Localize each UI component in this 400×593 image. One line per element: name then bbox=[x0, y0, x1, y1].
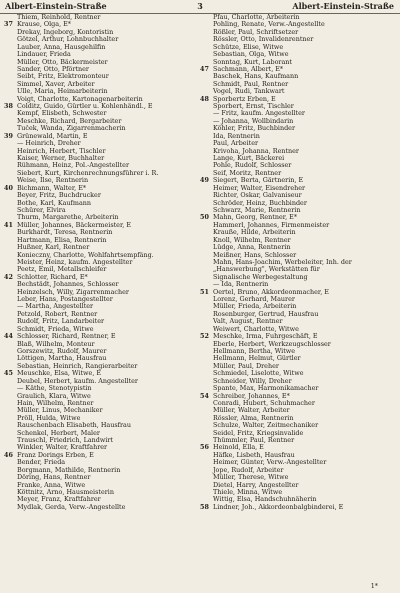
resident-entry bbox=[4, 504, 190, 511]
resident-text: — Fritz, kaufm. Angestellter bbox=[213, 110, 305, 118]
resident-text: Lindauer, Frieda bbox=[17, 51, 71, 59]
resident-entry bbox=[4, 214, 190, 221]
resident-entry bbox=[200, 237, 399, 244]
resident-entry bbox=[200, 370, 399, 377]
resident-text: Beyer, Fritz, Buchdrucker bbox=[17, 192, 101, 200]
resident-entry bbox=[4, 51, 190, 58]
resident-text: Hellmann, Helmut, Gürtler bbox=[213, 355, 301, 363]
resident-entry bbox=[4, 415, 190, 422]
house-number: 56 bbox=[200, 444, 209, 452]
resident-text: Siebert, Kurt, Kirchenrechnungsführer i. R. bbox=[17, 169, 159, 177]
resident-text: Hellmann, Bertha, Witwe bbox=[213, 347, 296, 355]
resident-text: Sonntag, Kurt, Laborant bbox=[213, 58, 292, 66]
resident-text: Müller, Johannes, Bäckermeister, E bbox=[17, 221, 132, 229]
resident-entry bbox=[200, 274, 399, 281]
house-number: 46 bbox=[4, 451, 13, 459]
house-number: 54 bbox=[200, 392, 209, 400]
resident-text: Peetz, Emil, Metallschleifer bbox=[17, 266, 107, 274]
resident-text: Ida, Rentnerin bbox=[213, 132, 260, 140]
resident-text: — Ida, Rentnerin bbox=[213, 281, 269, 289]
resident-entry bbox=[4, 496, 190, 503]
resident-text: Meuschke, Elsa, Witwe, E bbox=[17, 370, 102, 378]
resident-entry bbox=[4, 274, 190, 281]
house-number: 38 bbox=[4, 103, 13, 111]
resident-entry bbox=[200, 140, 399, 147]
resident-text: Thurm, Margarethe, Arbeiterin bbox=[17, 214, 119, 222]
house-number: 42 bbox=[4, 273, 13, 281]
resident-entry bbox=[200, 400, 399, 407]
resident-text: Müller, Linus, Mechaniker bbox=[17, 407, 103, 415]
resident-text: Valt, August, Rentner bbox=[213, 318, 283, 326]
resident-text: Bechstädt, Johannes, Schlosser bbox=[17, 281, 119, 289]
house-number: 51 bbox=[200, 288, 209, 296]
resident-text: Thiele, Minna, Witwe bbox=[213, 489, 283, 496]
resident-entry bbox=[200, 222, 399, 229]
resident-entry bbox=[200, 363, 399, 370]
resident-entry bbox=[4, 482, 190, 489]
resident-entry bbox=[4, 185, 190, 192]
resident-entry bbox=[200, 318, 399, 325]
resident-text: Sebastian, Heinrich, Rangierarbeiter bbox=[17, 362, 138, 370]
resident-text: Rößler, Paul, Schriftsetzer bbox=[213, 28, 299, 36]
resident-text: Gorszewitz, Rudolf, Maurer bbox=[17, 347, 107, 355]
resident-text: Vogel, Rudi, Tankwart bbox=[213, 88, 285, 96]
resident-entry bbox=[4, 14, 190, 21]
resident-text: Hain, Wilhelm, Rentner bbox=[17, 399, 94, 407]
resident-text: Sachmann, Albert, E* bbox=[213, 65, 284, 73]
resident-text: Heimer, Walter, Eisendreher bbox=[213, 184, 306, 192]
resident-entry bbox=[200, 59, 399, 66]
resident-text: Kaiser, Werner, Buchhalter bbox=[17, 155, 105, 163]
resident-text: Jope, Rudolf, Arbeiter bbox=[213, 466, 284, 474]
resident-entry bbox=[4, 393, 190, 400]
resident-entry bbox=[200, 73, 399, 80]
resident-text: Rosenburger, Gertrud, Hausfrau bbox=[213, 310, 319, 318]
resident-entry bbox=[4, 133, 190, 140]
resident-text: Knoll, Wilhelm, Rentner bbox=[213, 236, 291, 244]
resident-entry bbox=[200, 229, 399, 236]
resident-text: Franke, Anna, Witwe bbox=[17, 481, 86, 489]
resident-text: Lorenz, Gerhard, Maurer bbox=[213, 296, 295, 304]
resident-entry bbox=[200, 385, 399, 392]
resident-entry bbox=[4, 229, 190, 236]
resident-text: Weiwert, Charlotte, Witwe bbox=[213, 325, 299, 333]
house-number: 49 bbox=[200, 177, 209, 185]
header-street-left: Albert-Einstein-Straße bbox=[5, 1, 107, 11]
resident-entry bbox=[4, 400, 190, 407]
resident-text: Petzold, Robert, Rentner bbox=[17, 310, 98, 318]
resident-entry bbox=[200, 444, 399, 451]
resident-entry bbox=[4, 252, 190, 259]
resident-entry bbox=[4, 44, 190, 51]
resident-entry bbox=[200, 214, 399, 221]
resident-entry bbox=[4, 207, 190, 214]
resident-entry bbox=[4, 170, 190, 177]
resident-entry bbox=[200, 36, 399, 43]
resident-entry bbox=[200, 192, 399, 199]
house-number: 41 bbox=[4, 221, 13, 229]
resident-text: Heinrich, Herbert, Tischler bbox=[17, 147, 106, 155]
resident-entry bbox=[200, 422, 399, 429]
resident-entry bbox=[4, 244, 190, 251]
resident-entry bbox=[4, 192, 190, 199]
resident-text: Heimer, Günter, Verw.-Angestellter bbox=[213, 459, 327, 467]
resident-entry bbox=[4, 303, 190, 310]
house-number: 52 bbox=[200, 333, 209, 341]
resident-text: Müller, Paul, Dreher bbox=[213, 362, 279, 370]
resident-text: Tuček, Wanda, Zigarrenmacherin bbox=[17, 125, 126, 133]
resident-entry bbox=[4, 326, 190, 333]
resident-text: Siegert, Berta, Gärtnerin, E bbox=[213, 177, 304, 185]
resident-entry bbox=[200, 21, 399, 28]
resident-text: Borgmann, Mathilde, Rentnerin bbox=[17, 466, 121, 474]
resident-entry bbox=[4, 437, 190, 444]
resident-text: Paul, Arbeiter bbox=[213, 140, 259, 148]
resident-entry bbox=[200, 311, 399, 318]
resident-text: Meschke, Richard, Bergarbeiter bbox=[17, 117, 122, 125]
resident-entry bbox=[200, 296, 399, 303]
resident-text: Müller, Frieda, Arbeiterin bbox=[213, 303, 297, 311]
resident-entry bbox=[200, 303, 399, 310]
house-number: 47 bbox=[200, 65, 209, 73]
header-street-right: Albert-Einstein-Straße bbox=[292, 1, 394, 11]
resident-entry bbox=[4, 73, 190, 80]
resident-entry bbox=[200, 29, 399, 36]
resident-entry bbox=[200, 482, 399, 489]
resident-text: — Heinrich, Dreher bbox=[17, 140, 81, 148]
resident-text: Seibt, Fritz, Elektromonteur bbox=[17, 73, 109, 81]
resident-entry bbox=[4, 407, 190, 414]
resident-text: Seif, Moritz, Rentner bbox=[213, 169, 282, 177]
resident-text: Löttigen, Martha, Hausfrau bbox=[17, 355, 107, 363]
resident-text: Colditz, Guido, Gürtler u. Kohlenhändl., E bbox=[17, 103, 153, 111]
resident-entry bbox=[4, 96, 190, 103]
resident-text: Pohle, Rudolf, Schlosser bbox=[213, 162, 292, 170]
resident-text: Müller, Walter, Arbeiter bbox=[213, 407, 290, 415]
resident-entry bbox=[4, 66, 190, 73]
resident-text: Meister, Heinz, kaufm. Angestellter bbox=[17, 258, 133, 266]
page-number: 3 bbox=[197, 1, 203, 11]
resident-text: Schneider, Willy, Dreher bbox=[213, 377, 292, 385]
left-column bbox=[4, 14, 190, 511]
resident-entry bbox=[200, 415, 399, 422]
resident-text: Simmel, Xaver, Arbeiter bbox=[17, 80, 95, 88]
resident-text: Voigt, Charlotte, Kartonagenarbeiterin bbox=[17, 95, 143, 103]
resident-text: Leber, Hans, Postangestellter bbox=[17, 296, 113, 304]
resident-text: Krause, Olga, E* bbox=[17, 21, 71, 29]
resident-text: Kempf, Elisbeth, Schwester bbox=[17, 110, 107, 118]
resident-entry bbox=[200, 341, 399, 348]
resident-entry bbox=[4, 88, 190, 95]
house-number: 45 bbox=[4, 370, 13, 378]
resident-text: Hartmann, Elisa, Rentnerin bbox=[17, 236, 107, 244]
resident-text: Meißner, Hans, Schlosser bbox=[213, 251, 297, 259]
house-number: 37 bbox=[4, 21, 13, 29]
resident-entry bbox=[200, 266, 399, 273]
resident-text: — Käthe, Stenotypistin bbox=[17, 385, 92, 393]
resident-entry bbox=[4, 318, 190, 325]
resident-entry bbox=[200, 252, 399, 259]
resident-entry bbox=[4, 237, 190, 244]
resident-text: Schmiedel, Liselotte, Witwe bbox=[213, 370, 304, 378]
house-number: 39 bbox=[4, 132, 13, 140]
resident-entry bbox=[200, 155, 399, 162]
resident-text: Schmidt, Paul, Rentner bbox=[213, 80, 289, 88]
resident-text: Richter, Oskar, Galvaniseur bbox=[213, 192, 302, 200]
resident-text: Konieczny, Charlotte, Wohlfahrtsempfäng. bbox=[17, 251, 154, 259]
resident-text: Meyer, Franz, Kraftfahrer bbox=[17, 496, 101, 504]
resident-text: Lindner, Joh., Akkordeonbalgbinderei, E bbox=[213, 503, 344, 511]
resident-text: Thümmler, Paul, Rentner bbox=[213, 437, 295, 445]
resident-text: Schlosser, Richard, Rentner, E bbox=[17, 333, 116, 341]
resident-entry bbox=[200, 200, 399, 207]
resident-entry bbox=[200, 355, 399, 362]
house-number: 40 bbox=[4, 184, 13, 192]
resident-entry bbox=[200, 244, 399, 251]
resident-text: Lüdge, Anna, Rentnerin bbox=[213, 244, 291, 252]
resident-entry bbox=[200, 452, 399, 459]
resident-entry bbox=[4, 489, 190, 496]
resident-entry bbox=[200, 348, 399, 355]
right-column bbox=[200, 14, 399, 511]
resident-text: Eberle, Herbert, Werkzeugschlosser bbox=[213, 340, 331, 348]
resident-entry bbox=[200, 207, 399, 214]
resident-text: Grünewald, Martin, E bbox=[17, 132, 88, 140]
resident-entry bbox=[4, 422, 190, 429]
resident-text: Baschek, Hans, Kaufmann bbox=[213, 73, 299, 81]
house-number: 44 bbox=[4, 333, 13, 341]
resident-entry bbox=[200, 44, 399, 51]
resident-text: Burkhardt, Teresa, Rentnerin bbox=[17, 229, 113, 237]
resident-text: Winkler, Walter, Kraftfahrer bbox=[17, 444, 108, 452]
resident-entry bbox=[4, 363, 190, 370]
resident-entry bbox=[200, 162, 399, 169]
resident-entry bbox=[200, 88, 399, 95]
resident-entry bbox=[200, 118, 399, 125]
resident-entry bbox=[4, 341, 190, 348]
resident-text: Köhler, Fritz, Buchbinder bbox=[213, 125, 296, 133]
resident-text: Hußner, Karl, Rentner bbox=[17, 244, 90, 252]
resident-text: Mahn, Georg, Rentner, E* bbox=[213, 214, 298, 222]
resident-entry bbox=[200, 96, 399, 103]
resident-entry bbox=[200, 504, 399, 511]
resident-text: Schmidt, Frieda, Witwe bbox=[17, 325, 94, 333]
resident-entry bbox=[4, 177, 190, 184]
resident-text: Rössler, Otto, Invalidenrentner bbox=[213, 36, 314, 44]
house-number: 50 bbox=[200, 214, 209, 222]
resident-text: Schröder, Heinz, Buchbinder bbox=[213, 199, 307, 207]
resident-text: Krivoha, Johanna, Rentner bbox=[213, 147, 299, 155]
resident-text: Schenkel, Herbert, Maler bbox=[17, 429, 100, 437]
resident-text: „Hanswerbung", Werkstätten für bbox=[213, 266, 320, 274]
resident-entry bbox=[4, 452, 190, 459]
resident-text: Spante, Max, Harmonikamacher bbox=[213, 385, 319, 393]
resident-text: Bothe, Karl, Kaufmann bbox=[17, 199, 91, 207]
resident-text: Schulze, Walter, Zeitmechaniker bbox=[213, 422, 319, 430]
resident-text: Wittig, Elsa, Handschuhnäherin bbox=[213, 496, 317, 504]
resident-text: Conradi, Hubert, Schuhmacher bbox=[213, 399, 315, 407]
resident-entry bbox=[200, 326, 399, 333]
resident-text: — Johanna, Wollbindarin bbox=[213, 117, 294, 125]
resident-entry bbox=[200, 133, 399, 140]
resident-entry bbox=[4, 266, 190, 273]
resident-entry bbox=[4, 200, 190, 207]
resident-text: — Martha, Angestellter bbox=[17, 303, 94, 311]
resident-entry bbox=[200, 110, 399, 117]
resident-text: Ulle, Maria, Heimarbeiterin bbox=[17, 88, 108, 96]
resident-entry bbox=[4, 155, 190, 162]
resident-entry bbox=[200, 259, 399, 266]
resident-text: Rauschenbach Elisabeth, Hausfrau bbox=[17, 422, 131, 430]
resident-entry bbox=[200, 474, 399, 481]
resident-entry bbox=[200, 459, 399, 466]
resident-entry bbox=[4, 103, 190, 110]
resident-text: Lauber, Anna, Hausgehilfin bbox=[17, 43, 106, 51]
resident-text: Sander, Otto, Pförtner bbox=[17, 65, 89, 73]
resident-entry bbox=[200, 66, 399, 73]
resident-entry bbox=[200, 103, 399, 110]
resident-entry bbox=[200, 81, 399, 88]
resident-entry bbox=[4, 110, 190, 117]
resident-text: Sporbertz Erben, E bbox=[213, 95, 276, 103]
resident-text: Dietel, Harry, Angestellter bbox=[213, 481, 299, 489]
resident-text: Lange, Kurt, Bäckerei bbox=[213, 155, 285, 163]
resident-entry bbox=[200, 333, 399, 340]
house-number: 58 bbox=[200, 503, 209, 511]
resident-entry bbox=[4, 355, 190, 362]
resident-text: Blaß, Wilhelm, Monteur bbox=[17, 340, 95, 348]
resident-text: Weise, Ilse, Rentnerin bbox=[17, 177, 89, 185]
resident-entry bbox=[200, 289, 399, 296]
resident-entry bbox=[4, 474, 190, 481]
resident-entry bbox=[4, 444, 190, 451]
resident-text: Trauschl, Friedrich, Landwirt bbox=[17, 437, 113, 445]
resident-entry bbox=[200, 407, 399, 414]
resident-entry bbox=[4, 296, 190, 303]
resident-entry bbox=[4, 430, 190, 437]
resident-entry bbox=[4, 222, 190, 229]
resident-text: Franz Dorings Erben, E bbox=[17, 451, 94, 459]
resident-text: Thiem, Reinhold, Rentner bbox=[17, 14, 101, 21]
house-number: 48 bbox=[200, 95, 209, 103]
resident-entry bbox=[200, 378, 399, 385]
resident-entry bbox=[200, 125, 399, 132]
resident-entry bbox=[200, 177, 399, 184]
resident-entry bbox=[4, 29, 190, 36]
resident-text: Mydlak, Gerda, Verw.-Angestellte bbox=[17, 503, 126, 511]
resident-text: Pohling, Renate, Verw.-Angestellte bbox=[213, 21, 325, 29]
resident-entry bbox=[4, 370, 190, 377]
resident-text: Rössler, Alma, Rentnerin bbox=[213, 414, 294, 422]
resident-entry bbox=[4, 118, 190, 125]
resident-entry bbox=[200, 170, 399, 177]
resident-entry bbox=[4, 385, 190, 392]
resident-entry bbox=[200, 185, 399, 192]
resident-text: Schreiber, Johannes, E* bbox=[213, 392, 290, 400]
resident-text: Bender, Frieda bbox=[17, 459, 66, 467]
resident-entry bbox=[4, 21, 190, 28]
resident-entry bbox=[4, 148, 190, 155]
resident-text: Meschke, Irma, Fuhrgeschäft, E bbox=[213, 333, 318, 341]
resident-entry bbox=[200, 489, 399, 496]
resident-text: Heinold, Ella, E bbox=[213, 444, 264, 452]
resident-text: Müller, Otto, Bäckermeister bbox=[17, 58, 108, 66]
resident-entry bbox=[200, 437, 399, 444]
resident-text: Götzel, Arthur, Lohnbuchhalter bbox=[17, 36, 119, 44]
resident-entry bbox=[200, 496, 399, 503]
resident-entry bbox=[4, 378, 190, 385]
resident-entry bbox=[200, 281, 399, 288]
resident-text: Heinzelsch, Willy, Zigarrenmacher bbox=[17, 288, 129, 296]
resident-entry bbox=[4, 162, 190, 169]
resident-text: Pröll, Hulda, Witwe bbox=[17, 414, 81, 422]
resident-entry bbox=[4, 125, 190, 132]
resident-entry bbox=[200, 148, 399, 155]
resident-text: Döring, Hans, Rentner bbox=[17, 474, 91, 482]
resident-entry bbox=[4, 81, 190, 88]
resident-entry bbox=[200, 430, 399, 437]
resident-entry bbox=[4, 459, 190, 466]
resident-entry bbox=[200, 393, 399, 400]
resident-text: Drekay, Ingeborg, Kontoristin bbox=[17, 28, 114, 36]
resident-text: Müller, Therese, Witwe bbox=[213, 474, 289, 482]
resident-text: Pfau, Charlotte, Arbeiterin bbox=[213, 14, 300, 21]
resident-text: Krauße, Hilde, Arbeiterin bbox=[213, 229, 296, 237]
resident-entry bbox=[4, 140, 190, 147]
resident-entry bbox=[200, 14, 399, 21]
resident-text: Sebastian, Olga, Witwe bbox=[213, 51, 289, 59]
resident-text: Köttnitz, Arno, Hausmeisterin bbox=[17, 489, 114, 496]
resident-text: Seidel, Fritz, Kriegsinvalide bbox=[213, 429, 304, 437]
resident-entry bbox=[4, 259, 190, 266]
resident-text: Hammerl, Johannes, Firmenmeister bbox=[213, 221, 330, 229]
footer-mark: 1* bbox=[370, 582, 378, 590]
resident-entry bbox=[4, 289, 190, 296]
resident-entry bbox=[4, 333, 190, 340]
resident-entry bbox=[200, 51, 399, 58]
resident-text: Rudolf, Fritz, Landarbeiter bbox=[17, 318, 105, 326]
resident-text: Häfke, Lisbeth, Hausfrau bbox=[213, 451, 295, 459]
resident-text: Schwarz, Marie, Rentnerin bbox=[213, 206, 301, 214]
resident-text: Deubel, Herbert, kaufm. Angestellter bbox=[17, 377, 138, 385]
resident-entry bbox=[4, 36, 190, 43]
resident-entry bbox=[200, 467, 399, 474]
resident-text: Mahn, Hans-Joachim, Werbeleiter, Inh. der bbox=[213, 258, 352, 266]
resident-text: Schütze, Elise, Witwe bbox=[213, 43, 284, 51]
resident-text: Sporbert, Ernst, Tischler bbox=[213, 103, 294, 111]
resident-text: Signalische Werbegestaltung bbox=[213, 273, 308, 281]
resident-text: Rühmann, Heinz, Pol.-Angestellter bbox=[17, 162, 130, 170]
resident-text: Schlotter, Richard, E* bbox=[17, 273, 88, 281]
resident-entry bbox=[4, 311, 190, 318]
resident-entry bbox=[4, 281, 190, 288]
resident-text: Schürer, Elvira bbox=[17, 206, 66, 214]
resident-text: Oertel, Bruno, Akkordeonmacher, E bbox=[213, 288, 329, 296]
resident-entry bbox=[4, 348, 190, 355]
resident-text: Bichmann, Walter, E* bbox=[17, 184, 87, 192]
resident-text: Graulich, Klara, Witwe bbox=[17, 392, 91, 400]
resident-entry bbox=[4, 59, 190, 66]
resident-entry bbox=[4, 467, 190, 474]
